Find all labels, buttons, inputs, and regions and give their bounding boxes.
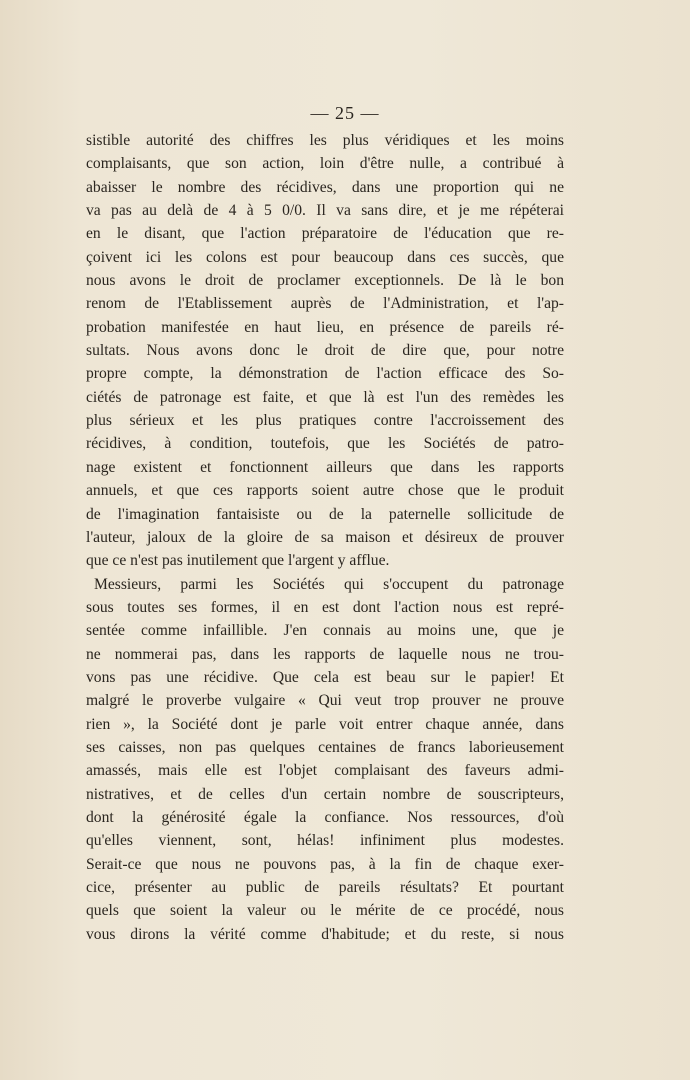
text-line: rien », la Société dont je parle voit entrer chaque année, dans — [86, 715, 564, 733]
text-line: récidives, à condition, toutefois, que les Sociétés de patro- — [86, 435, 564, 453]
text-line: probation manifestée en haut lieu, en présence de pareils ré- — [86, 318, 564, 336]
text-line: malgré le proverbe vulgaire « Qui veut trop prouver ne prouve — [86, 692, 564, 710]
text-line: nous avons le droit de proclamer exceptionnels. De là le bon — [86, 272, 564, 290]
text-line: amassés, mais elle est l'objet complaisant des faveurs admi- — [86, 762, 564, 780]
text-line: que ce n'est pas inutilement que l'argent y afflue. — [86, 552, 390, 570]
text-line: Serait-ce que nous ne pouvons pas, à la fin de chaque exer- — [86, 855, 564, 873]
text-line: çoivent ici les colons est pour beaucoup dans ces succès, que — [86, 248, 564, 266]
text-line: vous dirons la vérité comme d'habitude; et du reste, si nous — [86, 925, 564, 943]
text-line: sous toutes ses formes, il en est dont l'action nous est repré- — [86, 598, 564, 616]
text-line: cice, présenter au public de pareils résultats? Et pourtant — [86, 879, 564, 896]
body-text — [86, 129, 564, 946]
text-line: plus sérieux et les plus pratiques contre l'accroissement des — [86, 412, 564, 430]
text-line: ne nommerai pas, dans les rapports de laquelle nous ne trou- — [86, 645, 564, 663]
page-number: — 25 — — [310, 103, 380, 123]
text-line: sistible autorité des chiffres les plus véridiques et les moins — [86, 132, 564, 149]
text-line: l'auteur, jaloux de la gloire de sa maison et désireux de prouver — [86, 528, 564, 546]
text-line: complaisants, que son action, loin d'être nulle, a contribué à — [86, 155, 564, 173]
text-line: ses caisses, non pas quelques centaines de francs laborieusement — [86, 738, 564, 756]
text-line: renom de l'Etablissement auprès de l'Administration, et l'ap- — [86, 295, 564, 313]
text-line: nage existent et fonctionnent ailleurs que dans les rapports — [86, 458, 564, 476]
text-line: propre compte, la démonstration de l'action efficace des So- — [86, 365, 564, 383]
text-line: quels que soient la valeur ou le mérite de ce procédé, nous — [86, 902, 564, 920]
text-line: Messieurs, parmi les Sociétés qui s'occupent du patronage — [94, 575, 564, 593]
text-line: abaisser le nombre des récidives, dans une proportion qui ne — [86, 178, 564, 196]
text-line: qu'elles viennent, sont, hélas! infiniment plus modestes. — [86, 832, 564, 850]
text-line: sultats. Nous avons donc le droit de dire que, pour notre — [86, 342, 564, 360]
text-line: nistratives, et de celles d'un certain nombre de souscripteurs, — [86, 785, 564, 803]
text-line: annuels, et que ces rapports soient autre chose que le produit — [86, 482, 564, 500]
text-line: va pas au delà de 4 à 5 0/0. Il va sans dire, et je me répéterai — [86, 202, 564, 220]
text-line: sentée comme infaillible. J'en connais au moins une, que je — [86, 622, 564, 640]
text-line: ciétés de patronage est faite, et que là est l'un des remèdes les — [86, 388, 564, 406]
text-line: vons pas une récidive. Que cela est beau sur le papier! Et — [86, 668, 564, 686]
text-line: en le disant, que l'action préparatoire de l'éducation que re- — [86, 225, 564, 243]
text-line: dont la générosité égale la confiance. Nos ressources, d'où — [86, 808, 564, 826]
text-line: de l'imagination fantaisiste ou de la paternelle sollicitude de — [86, 505, 564, 523]
